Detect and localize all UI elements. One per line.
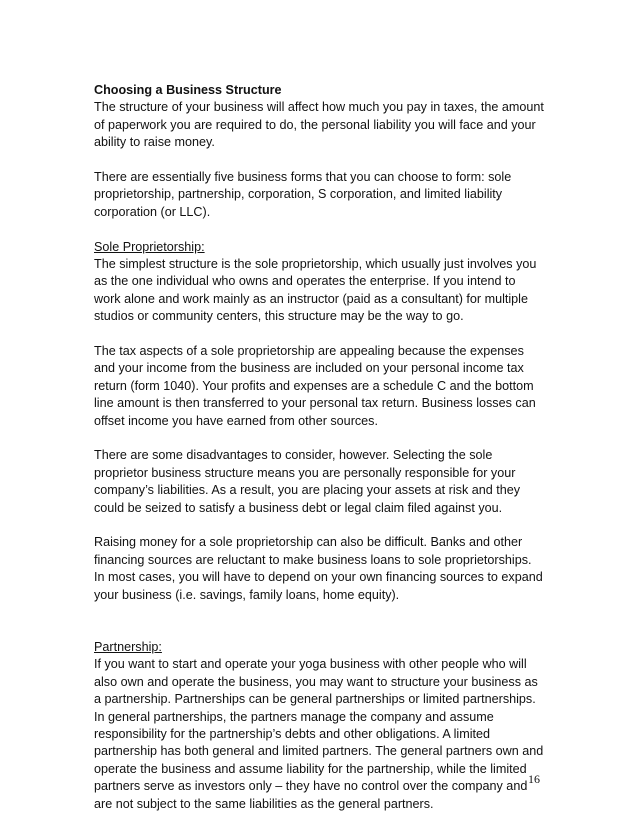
text-line: If you want to start and operate your yoga business with other people who will [94, 657, 527, 672]
text-line: a partnership. Partnerships can be general partnerships or limited partnerships. [94, 692, 536, 707]
sole-proprietorship-label: Sole Proprietorship: [94, 239, 205, 254]
text-line: work alone and work mainly as an instructor (paid as a consultant) for multiple [94, 291, 528, 306]
text-line: corporation (or LLC). [94, 204, 211, 219]
disadvantages-paragraph [94, 447, 550, 517]
partnership-label: Partnership: [94, 639, 162, 654]
text-line: ability to raise money. [94, 135, 215, 150]
text-line: are not subject to the same liabilities as the general partners. [94, 796, 434, 811]
text-line: as the one individual who owns and operates the enterprise. If you intend to [94, 274, 516, 289]
partnership-section [94, 639, 550, 813]
text-line: The structure of your business will affect how much you pay in taxes, the amount [94, 100, 544, 115]
text-line: and your income from the business are included on your personal income tax [94, 361, 524, 376]
section-heading: Choosing a Business Structure [94, 83, 282, 97]
text-line: operate the business and assume liability for the partnership, while the limited [94, 761, 527, 776]
text-line: partnership has both general and limited partners. The general partners own and [94, 744, 544, 759]
document-body [94, 82, 550, 830]
text-line: The tax aspects of a sole proprietorship are appealing because the expenses [94, 344, 524, 359]
text-line: studios or community centers, this structure may be the way to go. [94, 309, 464, 324]
raising-money-paragraph [94, 534, 550, 604]
sole-proprietorship-section [94, 239, 550, 326]
text-line: offset income you have earned from other sources. [94, 413, 378, 428]
text-line: could be seized to satisfy a business debt or legal claim filed against you. [94, 500, 503, 515]
tax-aspects-paragraph [94, 343, 550, 430]
text-line: proprietor business structure means you are personally responsible for your [94, 465, 516, 480]
text-line: In general partnerships, the partners manage the company and assume [94, 709, 494, 724]
text-line: There are essentially five business forms that you can choose to form: sole [94, 170, 512, 185]
text-line: your business (i.e. savings, family loans, home equity). [94, 587, 400, 602]
text-line: also own and operate the business, you may want to structure your business as [94, 674, 538, 689]
page-number: 16 [528, 772, 540, 786]
text-line: proprietorship, partnership, corporation, S corporation, and limited liability [94, 187, 503, 202]
text-line: line amount is then transferred to your personal tax return. Business losses can [94, 396, 536, 411]
text-line: company’s liabilities. As a result, you are placing your assets at risk and they [94, 483, 521, 498]
blank-line [94, 622, 550, 639]
intro-paragraph [94, 99, 550, 151]
business-forms-paragraph [94, 169, 550, 221]
text-line: partners serve as investors only – they have no control over the company and [94, 779, 528, 794]
text-line: financing sources are reluctant to make business loans to sole proprietorships. [94, 552, 532, 567]
text-line: Raising money for a sole proprietorship can also be difficult. Banks and other [94, 535, 523, 550]
text-line: The simplest structure is the sole proprietorship, which usually just involves you [94, 257, 537, 272]
text-line: of paperwork you are required to do, the personal liability you will face and your [94, 117, 536, 132]
text-line: There are some disadvantages to consider, however. Selecting the sole [94, 448, 493, 463]
text-line: return (form 1040). Your profits and expenses are a schedule C and the bottom [94, 378, 534, 393]
text-line: In most cases, you will have to depend on your own financing sources to expand [94, 570, 543, 585]
text-line: responsibility for the partnership’s debts and other obligations. A limited [94, 726, 491, 741]
